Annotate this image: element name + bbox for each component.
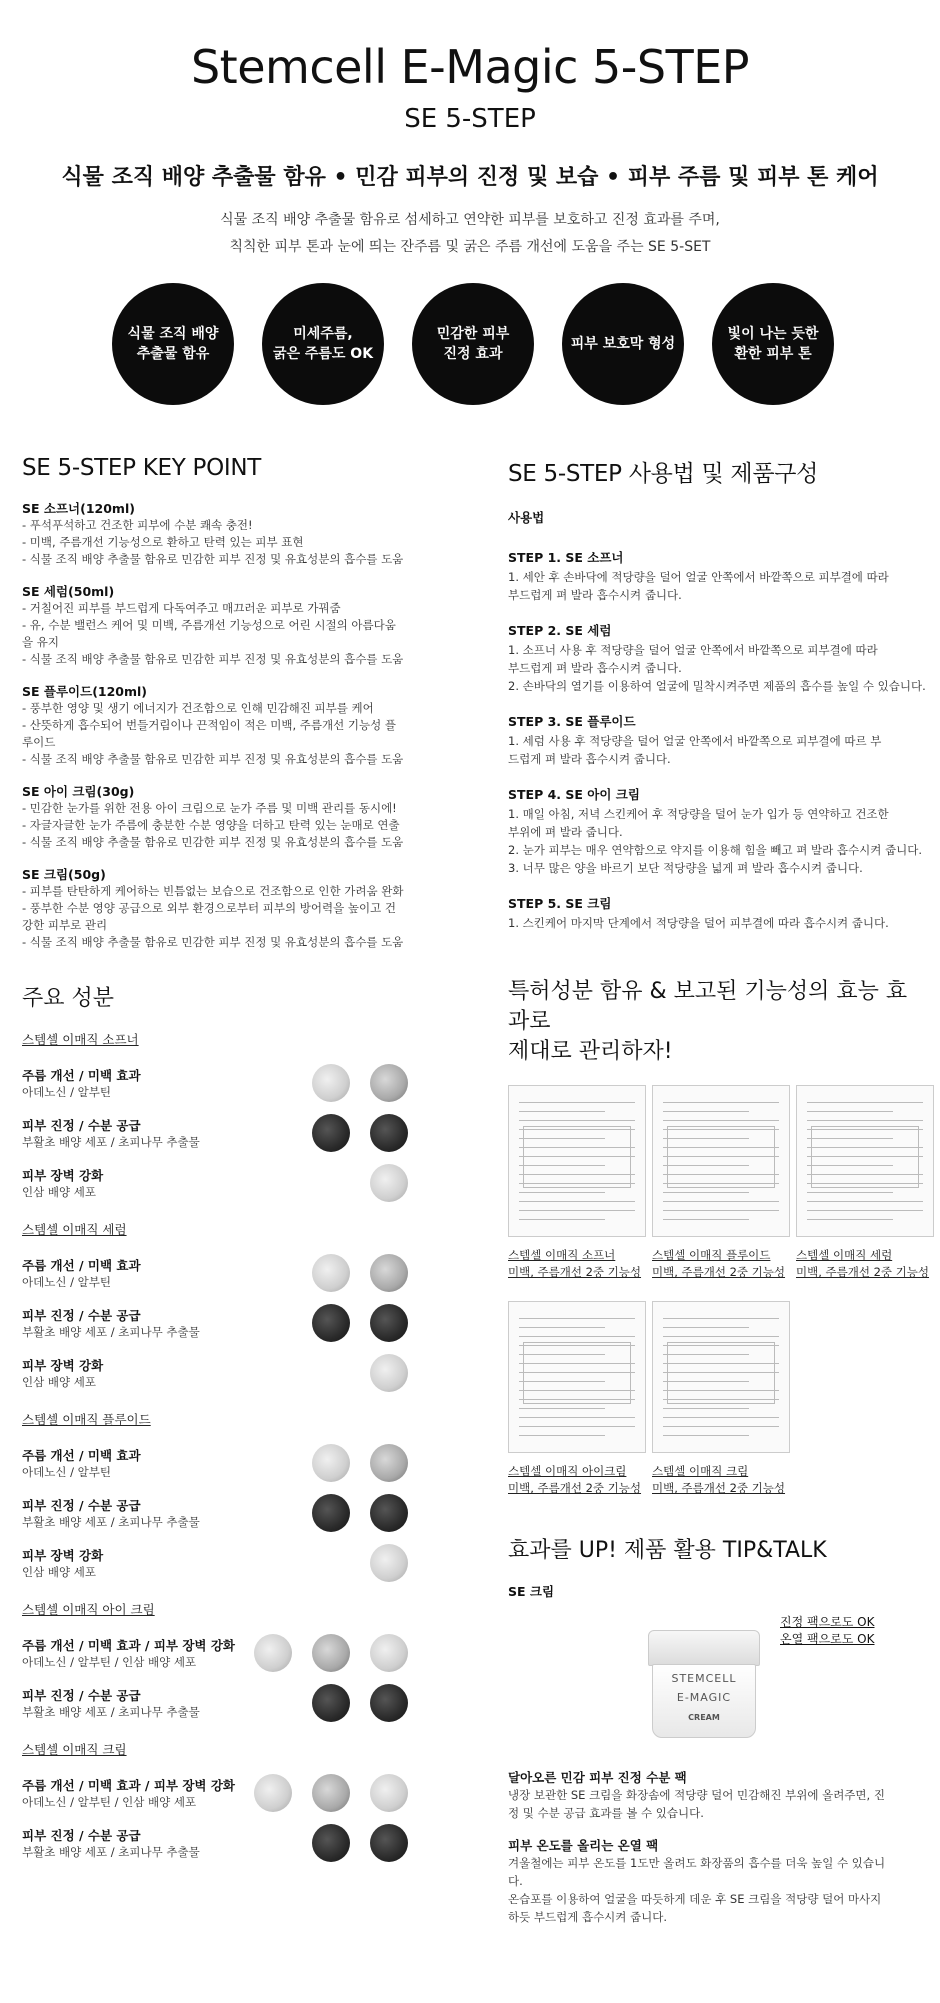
ingredient-icons [312, 1444, 408, 1482]
step-line: 1. 매일 아침, 저녁 스킨케어 후 적당량을 덜어 눈가 입가 등 연약하고 건조한 [508, 807, 889, 821]
resurrection-plant-icon [312, 1304, 350, 1342]
ingredient-icons [370, 1354, 408, 1392]
ingredients-list [22, 1030, 442, 1880]
berry-icon [370, 1114, 408, 1152]
ingredient-effect: 피부 진정 / 수분 공급 [22, 1118, 141, 1133]
keypoint-line: - 식물 조직 배양 추출물 함유로 민감한 피부 진정 및 유효성분의 흡수를 도움 [22, 752, 404, 766]
certificate-card[interactable] [796, 1085, 932, 1281]
left-column [22, 455, 442, 1880]
step-title: STEP 2. SE 세럼 [508, 623, 612, 638]
doc-table [811, 1126, 919, 1188]
step-line: 1. 세럼 사용 후 적당량을 덜어 얼굴 안쪽에서 바깥쪽으로 피부결에 따르 부 [508, 734, 882, 748]
certificate-caption[interactable] [508, 1247, 644, 1281]
doc-table [667, 1126, 775, 1188]
berry-icon [370, 1824, 408, 1862]
flower-icon [312, 1634, 350, 1672]
hero-tagline: 식물 조직 배양 추출물 함유 • 민감 피부의 진정 및 보습 • 피부 주름 및 피부 톤 케어 [61, 165, 879, 190]
doc-line [807, 1111, 893, 1112]
ingredient-text [22, 1066, 141, 1100]
certificate-caption[interactable] [508, 1463, 644, 1497]
jar-type: CREAM [688, 1713, 720, 1722]
keypoint-line: - 미백, 주름개선 기능성으로 환하고 탄력 있는 피부 표현 [22, 535, 304, 549]
ginseng-icon [370, 1634, 408, 1672]
ingredient-row [22, 1488, 442, 1538]
doc-line [663, 1219, 749, 1220]
ingredient-row [22, 1438, 442, 1488]
spacer [22, 568, 442, 582]
certificate-image [652, 1301, 790, 1453]
keypoint-block [22, 782, 442, 851]
doc-line [807, 1201, 923, 1202]
ingredient-group-title: 스템셀 이매직 플루이드 [22, 1412, 151, 1427]
ingredient-source: 인삼 배양 세포 [22, 1185, 96, 1199]
doc-line [519, 1318, 635, 1319]
certificate-image [652, 1085, 790, 1237]
molecule-icon [254, 1634, 292, 1672]
certificate-desc: 미백, 주름개선 2중 기능성 [508, 1481, 642, 1495]
ingredient-text [22, 1446, 141, 1480]
step-line: 1. 스킨케어 마지막 단계에서 적당량을 덜어 피부결에 따라 흡수시켜 줍니다. [508, 916, 889, 930]
ingredient-text [22, 1306, 200, 1340]
molecule-icon [254, 1774, 292, 1812]
tip-links [780, 1614, 875, 1648]
keypoint-block [22, 682, 442, 768]
keypoint-line: - 민감한 눈가를 위한 전용 아이 크림으로 눈가 주름 및 미백 관리를 동시에! [22, 801, 397, 815]
doc-line [663, 1210, 779, 1211]
certificate-card[interactable] [508, 1085, 644, 1281]
certificate-image [796, 1085, 934, 1237]
ginseng-icon [370, 1544, 408, 1582]
doc-line [519, 1201, 635, 1202]
ingredient-source: 인삼 배양 세포 [22, 1565, 96, 1579]
ingredient-text [22, 1776, 235, 1810]
keypoint-line: - 식물 조직 배양 추출물 함유로 민감한 피부 진정 및 유효성분의 흡수를 도움 [22, 652, 404, 666]
berry-icon [370, 1304, 408, 1342]
spacer [22, 1618, 442, 1628]
ingredient-row [22, 1158, 442, 1208]
tip-item-title: 달아오른 민감 피부 진정 수분 팩 [508, 1770, 687, 1785]
berry-icon [370, 1684, 408, 1722]
ingredient-group-title: 스템셀 이매직 세럼 [22, 1222, 127, 1237]
keypoint-product-name: SE 소프너(120ml) [22, 501, 135, 516]
step-line: 드럽게 펴 발라 흡수시켜 줍니다. [508, 752, 671, 766]
ingredient-icons [312, 1824, 408, 1862]
hero-subtitle: SE 5-STEP [404, 104, 536, 134]
certificate-caption[interactable] [796, 1247, 932, 1281]
ingredient-text [22, 1166, 103, 1200]
step-line: 부드럽게 펴 발라 흡수시켜 줍니다. [508, 588, 682, 602]
keypoint-line: 루이드 [22, 735, 56, 749]
certificate-desc: 미백, 주름개선 2중 기능성 [508, 1265, 642, 1279]
ingredient-source: 인삼 배양 세포 [22, 1375, 96, 1389]
hero-description [0, 207, 940, 261]
ingredients-title: 주요 성분 [22, 986, 115, 1011]
flower-icon [370, 1444, 408, 1482]
spacer [22, 1238, 442, 1248]
doc-line [519, 1408, 605, 1409]
certificate-image [508, 1301, 646, 1453]
ingredient-group-title: 스템셀 이매직 크림 [22, 1742, 127, 1757]
ingredient-text [22, 1356, 103, 1390]
ingredient-source: 아데노신 / 알부틴 [22, 1085, 111, 1099]
step-title: STEP 4. SE 아이 크림 [508, 787, 640, 802]
tip-link-warming[interactable]: 온열 팩으로도 OK [780, 1632, 875, 1646]
certificate-name: 스템셀 이매직 플루이드 [652, 1248, 771, 1262]
step-title: STEP 3. SE 플루이드 [508, 714, 636, 729]
ingredient-effect: 피부 진정 / 수분 공급 [22, 1688, 141, 1703]
doc-line [663, 1102, 779, 1103]
ingredient-effect: 피부 장벽 강화 [22, 1358, 104, 1373]
spacer [22, 1208, 442, 1220]
certificate-card[interactable] [652, 1301, 788, 1497]
ingredient-text [22, 1496, 200, 1530]
certificate-caption[interactable] [652, 1247, 788, 1281]
keypoint-line: - 풍부한 영양 및 생기 에너지가 건조함으로 인해 민감해진 피부를 케어 [22, 701, 374, 715]
jar-brand-line: STEMCELL [671, 1672, 737, 1685]
keypoint-product-name: SE 세럼(50ml) [22, 584, 115, 599]
feature-circle: 미세주름, 굵은 주름도 OK [262, 283, 384, 405]
molecule-icon [312, 1254, 350, 1292]
feature-circle: 식물 조직 배양 추출물 함유 [112, 283, 234, 405]
keypoint-line: 을 유지 [22, 635, 59, 649]
feature-circle: 민감한 피부 진정 효과 [412, 283, 534, 405]
certificate-desc: 미백, 주름개선 2중 기능성 [652, 1481, 786, 1495]
hero-desc-line: 칙칙한 피부 톤과 눈에 띄는 잔주름 및 굵은 주름 개선에 도움을 주는 SE 5-SET [229, 239, 711, 255]
tip-item-line: 정 및 수분 공급 효과를 볼 수 있습니다. [508, 1806, 704, 1820]
doc-line [663, 1318, 779, 1319]
ingredient-source: 아데노신 / 알부틴 [22, 1465, 111, 1479]
doc-line [519, 1435, 605, 1436]
ingredient-text [22, 1636, 235, 1670]
certificate-card[interactable] [652, 1085, 788, 1281]
ginseng-icon [370, 1774, 408, 1812]
ingredient-source: 부활초 배양 세포 / 초피나무 추출물 [22, 1515, 200, 1529]
tip-title: 효과를 UP! 제품 활용 TIP&TALK [508, 1538, 827, 1563]
doc-line [663, 1192, 749, 1193]
doc-line [663, 1336, 779, 1337]
ingredient-icons [312, 1064, 408, 1102]
ingredient-row [22, 1818, 442, 1868]
doc-line [807, 1210, 923, 1211]
ingredient-effect: 피부 장벽 강화 [22, 1168, 104, 1183]
feature-circle: 빛이 나는 듯한 환한 피부 톤 [712, 283, 834, 405]
doc-line [519, 1192, 605, 1193]
doc-table [667, 1342, 775, 1404]
ingredient-icons [312, 1494, 408, 1532]
jar-lid [648, 1630, 760, 1666]
ingredient-effect: 주름 개선 / 미백 효과 [22, 1448, 141, 1463]
feature-circles [112, 283, 834, 413]
keypoint-list [22, 499, 442, 951]
ingredient-icons [370, 1544, 408, 1582]
doc-line [663, 1201, 779, 1202]
certificate-image [508, 1085, 646, 1237]
ingredient-source: 부활초 배양 세포 / 초피나무 추출물 [22, 1845, 200, 1859]
spacer [22, 1048, 442, 1058]
certificate-desc: 미백, 주름개선 2중 기능성 [652, 1265, 786, 1279]
doc-line [519, 1426, 635, 1427]
step-line: 부위에 펴 발라 줍니다. [508, 825, 623, 839]
spacer [22, 1758, 442, 1768]
certificate-grid [508, 1085, 928, 1497]
resurrection-plant-icon [312, 1684, 350, 1722]
tip-item-line: 온습포를 이용하여 얼굴을 따듯하게 데운 후 SE 크림을 적당량 덜어 마사지 [508, 1892, 882, 1906]
ingredient-icons [254, 1634, 408, 1672]
step-title: STEP 5. SE 크림 [508, 896, 612, 911]
spacer [508, 1822, 928, 1836]
ingredient-effect: 주름 개선 / 미백 효과 [22, 1258, 141, 1273]
keypoint-block [22, 582, 442, 668]
keypoint-block [22, 499, 442, 568]
molecule-icon [312, 1444, 350, 1482]
spacer [22, 1428, 442, 1438]
ingredient-text [22, 1546, 103, 1580]
ingredient-effect: 피부 진정 / 수분 공급 [22, 1308, 141, 1323]
keypoint-line: - 풍부한 수분 영양 공급으로 외부 환경으로부터 피부의 방어력을 높이고 건 [22, 901, 396, 915]
step-line: 2. 눈가 피부는 매우 연약함으로 약지를 이용해 힘을 빼고 펴 발라 흡수시켜 줍니다. [508, 843, 922, 857]
doc-line [663, 1408, 749, 1409]
ingredient-effect: 피부 장벽 강화 [22, 1548, 104, 1563]
keypoint-product-name: SE 아이 크림(30g) [22, 784, 135, 799]
doc-line [807, 1120, 923, 1121]
tip-link-soothing[interactable]: 진정 팩으로도 OK [780, 1615, 875, 1629]
keypoint-line: - 피부를 탄탄하게 케어하는 빈틈없는 보습으로 건조함으로 인한 가려움 완화 [22, 884, 404, 898]
certificate-name: 스템셀 이매직 소프너 [508, 1248, 616, 1262]
usage-steps [508, 548, 928, 949]
ingredient-effect: 주름 개선 / 미백 효과 [22, 1068, 141, 1083]
ingredient-group-title: 스템셀 이매직 아이 크림 [22, 1602, 155, 1617]
doc-line [807, 1102, 923, 1103]
doc-line [663, 1327, 749, 1328]
certificate-desc: 미백, 주름개선 2중 기능성 [796, 1265, 930, 1279]
spacer [22, 1868, 442, 1880]
ingredient-effect: 주름 개선 / 미백 효과 / 피부 장벽 강화 [22, 1778, 235, 1793]
certificate-name: 스템셀 이매직 세럼 [796, 1248, 893, 1262]
ingredient-icons [312, 1684, 408, 1722]
keypoint-product-name: SE 크림(50g) [22, 867, 106, 882]
spacer [508, 932, 928, 949]
ingredient-row [22, 1538, 442, 1588]
ingredient-source: 부활초 배양 세포 / 초피나무 추출물 [22, 1325, 200, 1339]
step-title: STEP 1. SE 소프너 [508, 550, 624, 565]
doc-line [519, 1336, 635, 1337]
patent-title-line2: 제대로 관리하자! [508, 1039, 673, 1064]
tip-item-line: 다. [508, 1874, 523, 1888]
keypoint-line: - 산뜻하게 흡수되어 번들거림이나 끈적임이 적은 미백, 주름개선 기능성 플 [22, 718, 396, 732]
doc-line [663, 1417, 779, 1418]
keypoint-product-name: SE 플루이드(120ml) [22, 684, 148, 699]
keypoint-block [22, 865, 442, 951]
spacer [22, 768, 442, 782]
ingredient-source: 부활초 배양 세포 / 초피나무 추출물 [22, 1705, 200, 1719]
ingredient-icons [312, 1304, 408, 1342]
spacer [508, 877, 928, 894]
spacer [22, 1588, 442, 1600]
ingredient-source: 아데노신 / 알부틴 [22, 1275, 111, 1289]
keypoint-line: - 거칠어진 피부를 부드럽게 다독여주고 매끄러운 피부로 가꿔줌 [22, 601, 341, 615]
keypoint-line: - 식물 조직 배양 추출물 함유로 민감한 피부 진정 및 유효성분의 흡수를 도움 [22, 835, 404, 849]
tip-item-line: 겨울철에는 피부 온도를 1도만 올려도 화장품의 흡수를 더욱 높일 수 있습니 [508, 1856, 886, 1870]
spacer [22, 851, 442, 865]
spacer [508, 1926, 928, 1940]
tip-items [508, 1768, 928, 1940]
ingredient-text [22, 1826, 200, 1860]
doc-line [519, 1417, 635, 1418]
certificate-card[interactable] [508, 1301, 644, 1497]
tip-item-line: 냉장 보관한 SE 크림을 화장솜에 적당량 덜어 민감해진 부위에 올려주면, 진 [508, 1788, 885, 1802]
usage-label: 사용법 [508, 510, 545, 525]
step-line: 2. 손바닥의 열기를 이용하여 얼굴에 밀착시켜주면 제품의 흡수를 높일 수 있습니다. [508, 679, 926, 693]
ingredient-source: 아데노신 / 알부틴 / 인삼 배양 세포 [22, 1655, 197, 1669]
spacer [22, 1398, 442, 1410]
ingredient-effect: 피부 진정 / 수분 공급 [22, 1498, 141, 1513]
ingredient-text [22, 1686, 200, 1720]
keypoint-line: - 식물 조직 배양 추출물 함유로 민감한 피부 진정 및 유효성분의 흡수를 도움 [22, 935, 404, 949]
ingredient-text [22, 1116, 200, 1150]
keypoint-line: - 자글자글한 눈가 주름에 충분한 수분 영양을 더하고 탄력 있는 눈매로 연출 [22, 818, 400, 832]
doc-line [519, 1327, 605, 1328]
keypoint-line: - 푸석푸석하고 건조한 피부에 수분 쾌속 충전! [22, 518, 253, 532]
hero-desc-line: 식물 조직 배양 추출물 함유로 섬세하고 연약한 피부를 보호하고 진정 효과를 주며, [220, 212, 720, 228]
hero-title: Stemcell E-Magic 5-STEP [190, 40, 750, 94]
tip-item-line: 하듯 부드럽게 흡수시켜 줍니다. [508, 1910, 668, 1924]
ingredient-row [22, 1108, 442, 1158]
resurrection-plant-icon [312, 1114, 350, 1152]
feature-circle: 피부 보호막 형성 [562, 283, 684, 405]
ingredient-row [22, 1628, 442, 1678]
ingredient-row [22, 1348, 442, 1398]
ingredient-icons [312, 1254, 408, 1292]
ingredient-row [22, 1678, 442, 1728]
step-line: 3. 너무 많은 양을 바르기 보단 적당량을 넓게 펴 발라 흡수시켜 줍니다. [508, 861, 863, 875]
tip-product-label: SE 크림 [508, 1584, 555, 1599]
flower-icon [370, 1254, 408, 1292]
doc-line [519, 1210, 635, 1211]
ingredient-source: 부활초 배양 세포 / 초피나무 추출물 [22, 1135, 200, 1149]
jar-body [652, 1664, 756, 1738]
molecule-icon [312, 1064, 350, 1102]
patent-title: 특허성분 함유 & 보고된 기능성의 효능 효과로 [508, 979, 908, 1034]
usage-title: SE 5-STEP 사용법 및 제품구성 [508, 461, 819, 487]
spacer [508, 695, 928, 712]
doc-line [519, 1102, 635, 1103]
doc-line [807, 1219, 893, 1220]
cream-illustration [508, 1600, 928, 1760]
certificate-name: 스템셀 이매직 크림 [652, 1464, 749, 1478]
resurrection-plant-icon [312, 1494, 350, 1532]
berry-icon [370, 1494, 408, 1532]
certificate-caption[interactable] [652, 1463, 788, 1497]
doc-line [663, 1435, 749, 1436]
tip-item-title: 피부 온도를 올리는 온열 팩 [508, 1838, 659, 1853]
doc-line [663, 1426, 779, 1427]
doc-line [519, 1219, 605, 1220]
step-line: 1. 세안 후 손바닥에 적당량을 덜어 얼굴 안쪽에서 바깥쪽으로 피부결에 따라 [508, 570, 889, 584]
ingredient-row [22, 1298, 442, 1348]
cream-jar-image [648, 1630, 758, 1740]
ingredient-text [22, 1256, 141, 1290]
spacer [22, 1728, 442, 1740]
jar-brand-line: E-MAGIC [676, 1691, 732, 1704]
ingredient-effect: 피부 진정 / 수분 공급 [22, 1828, 141, 1843]
doc-line [663, 1111, 749, 1112]
resurrection-plant-icon [312, 1824, 350, 1862]
step-line: 부드럽게 펴 발라 흡수시켜 줍니다. [508, 661, 682, 675]
ingredient-source: 아데노신 / 알부틴 / 인삼 배양 세포 [22, 1795, 197, 1809]
ingredient-row [22, 1768, 442, 1818]
ingredient-row [22, 1248, 442, 1298]
flower-icon [312, 1774, 350, 1812]
flower-icon [370, 1064, 408, 1102]
spacer [22, 668, 442, 682]
doc-table [523, 1126, 631, 1188]
ginseng-icon [370, 1354, 408, 1392]
spacer [508, 768, 928, 785]
doc-line [519, 1111, 605, 1112]
ingredient-icons [312, 1114, 408, 1152]
ingredient-icons [370, 1164, 408, 1202]
ingredient-group-title: 스템셀 이매직 소프너 [22, 1032, 139, 1047]
step-line: 1. 소프너 사용 후 적당량을 덜어 얼굴 안쪽에서 바깥쪽으로 피부결에 따라 [508, 643, 878, 657]
ingredient-effect: 주름 개선 / 미백 효과 / 피부 장벽 강화 [22, 1638, 235, 1653]
keypoint-title: SE 5-STEP KEY POINT [22, 455, 262, 481]
doc-table [523, 1342, 631, 1404]
doc-line [807, 1192, 893, 1193]
keypoint-line: 강한 피부로 관리 [22, 918, 108, 932]
spacer [508, 604, 928, 621]
keypoint-line: - 식물 조직 배양 추출물 함유로 민감한 피부 진정 및 유효성분의 흡수를 도움 [22, 552, 404, 566]
certificate-name: 스템셀 이매직 아이크림 [508, 1464, 627, 1478]
ingredient-row [22, 1058, 442, 1108]
keypoint-line: - 유, 수분 밸런스 케어 및 미백, 주름개선 기능성으로 어린 시절의 아름다움 [22, 618, 396, 632]
doc-line [663, 1120, 779, 1121]
doc-line [519, 1120, 635, 1121]
ingredient-icons [254, 1774, 408, 1812]
right-column [508, 455, 928, 1940]
ginseng-icon [370, 1164, 408, 1202]
